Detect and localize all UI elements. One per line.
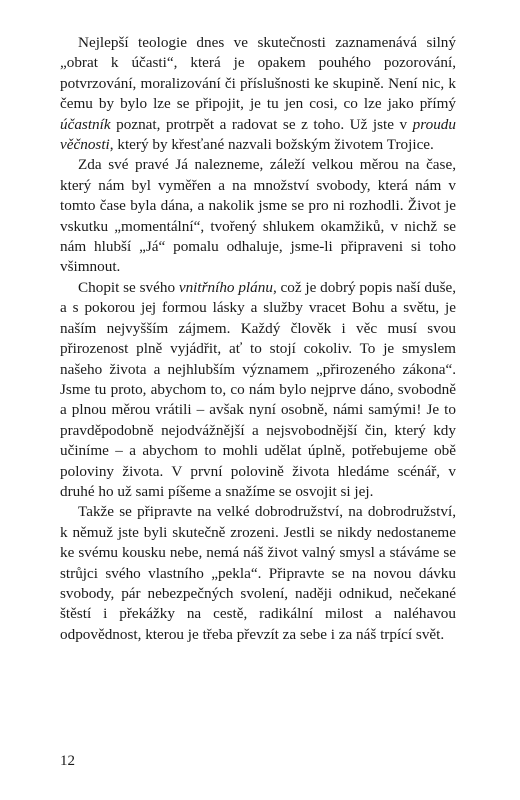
text-run: Zda své pravé Já nalezneme, záleží velkou měrou na čase, který nám byl vyměřen a na množství svobody, která nám v tomto čase byla dána, a nakolik jsme se pro ni rozhodli. Život je vskutku „momentální“, tvořený shlukem okamžiků, v nichž se nám hlubší „Já“ pomalu odhaluje, jsme-li připraveni si toho všimnout. bbox=[60, 156, 456, 276]
italic-text: vnitřního plánu bbox=[178, 278, 273, 296]
paragraph bbox=[60, 155, 456, 277]
text-run: Nejlepší teologie dnes ve skutečnosti zaznamenává silný „obrat k účasti“, která je opakem pouhého pozorování, potvrzování, moralizování či příslušnosti ke skupině. Není nic, k čemu by bylo lze se připojit, je tu jen cosi, co lze jako přímý bbox=[60, 34, 456, 113]
text-run: , což je dobrý popis naší duše, a s pokorou jej formou lásky a služby vracet Bohu a světu, je naším nejvyšším zájmem. Každý člověk i věc musí svou přirozenost plně vyjádřit, ať to stojí cokoliv. To je smyslem našeho života a nejhlubším významem „přirozeného zákona“. Jsme tu proto, abychom to, co nám bylo nejprve dáno, svobodně a plnou měrou vrátili – avšak nyní osobně, námi samými! Je to pravděpodobně nejodvážnější a nejsvobodnější čin, který kdy učiníme – a abychom to mohli udělat úplně, potřebujeme obě poloviny života. V první polovině života hledáme scénář, v druhé ho už sami píšeme a snažíme se osvojit si jej. bbox=[60, 278, 457, 500]
italic-text: proudu věčnosti bbox=[60, 115, 456, 154]
text-run: Takže se připravte na velké dobrodružství, na dobrodružství, k němuž jste byli skutečně zrozeni. Jestli se nikdy nedostaneme ke svému kousku nebe, nemá náš život valný smysl a stáváme se strůjci svého vlastního „pekla“. Připravte se na novou dávku svobody, pár nebezpečných svolení, naději odnikud, nečekané štěstí i překážky na cestě, radikální milost a naléhavou odpovědnost, kterou je třeba převzít za sebe i za náš trpící svět. bbox=[60, 503, 456, 643]
paragraph bbox=[60, 502, 456, 645]
body-text bbox=[60, 33, 456, 645]
text-run: Chopit se svého bbox=[78, 278, 179, 296]
paragraph bbox=[60, 33, 456, 155]
paragraph bbox=[60, 278, 456, 502]
text-run: poznat, protrpět a radovat se z toho. Už jste v bbox=[110, 115, 413, 133]
text-run: , který by křesťané nazvali božským životem Trojice. bbox=[109, 136, 434, 154]
italic-text: účastník bbox=[60, 115, 111, 133]
page-number: 12 bbox=[60, 753, 75, 769]
